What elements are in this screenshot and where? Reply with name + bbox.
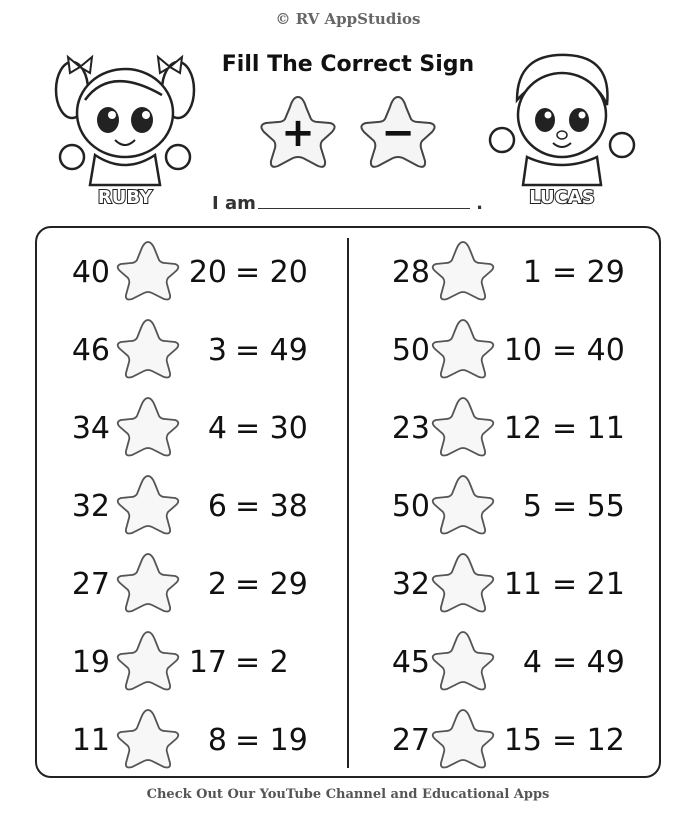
first-operand: 40 <box>71 255 110 290</box>
first-operand: 32 <box>71 489 110 524</box>
equation-row <box>0 628 696 698</box>
equation-result: = 55 <box>552 489 625 524</box>
second-operand: 10 <box>503 333 542 368</box>
plus-icon: + <box>281 110 315 156</box>
second-operand: 8 <box>207 723 227 758</box>
sign-answer-star[interactable] <box>430 316 496 382</box>
second-operand: 2 <box>207 567 227 602</box>
lucas-character-illustration <box>487 45 637 215</box>
equation-result: = 49 <box>235 333 308 368</box>
first-operand: 32 <box>391 567 430 602</box>
sign-answer-star[interactable] <box>430 628 496 694</box>
ruby-character-illustration <box>50 45 200 215</box>
second-operand: 1 <box>522 255 542 290</box>
sign-answer-star[interactable] <box>430 472 496 538</box>
minus-icon: − <box>381 110 415 156</box>
first-operand: 27 <box>391 723 430 758</box>
second-operand: 17 <box>188 645 227 680</box>
equation-result: = 19 <box>235 723 308 758</box>
second-operand: 12 <box>503 411 542 446</box>
name-prompt: I am <box>212 193 256 214</box>
equation-result: = 21 <box>552 567 625 602</box>
first-operand: 50 <box>391 489 430 524</box>
equation-result: = 40 <box>552 333 625 368</box>
first-operand: 34 <box>71 411 110 446</box>
equation-result: = 2 <box>235 645 289 680</box>
equation-row <box>0 394 696 464</box>
equation-result: = 29 <box>552 255 625 290</box>
name-field[interactable] <box>212 193 483 214</box>
second-operand: 15 <box>503 723 542 758</box>
sign-answer-star[interactable] <box>430 706 496 772</box>
equation-row <box>0 472 696 542</box>
equation-row <box>0 238 696 308</box>
equation-result: = 30 <box>235 411 308 446</box>
sign-answer-star[interactable] <box>430 394 496 460</box>
second-operand: 4 <box>522 645 542 680</box>
name-blank-line[interactable] <box>258 194 470 209</box>
equation-row <box>0 706 696 776</box>
page-title: Fill The Correct Sign <box>221 52 475 77</box>
first-operand: 27 <box>71 567 110 602</box>
first-operand: 11 <box>71 723 110 758</box>
footer-text: Check Out Our YouTube Channel and Educational Apps <box>146 787 550 802</box>
first-operand: 23 <box>391 411 430 446</box>
equation-row <box>0 316 696 386</box>
lucas-name-label: LUCAS <box>529 187 595 208</box>
first-operand: 28 <box>391 255 430 290</box>
plus-sign-star <box>258 92 338 172</box>
equation-result: = 12 <box>552 723 625 758</box>
first-operand: 46 <box>71 333 110 368</box>
second-operand: 20 <box>188 255 227 290</box>
equation-result: = 38 <box>235 489 308 524</box>
minus-sign-star <box>358 92 438 172</box>
equation-result: = 20 <box>235 255 308 290</box>
name-suffix: . <box>476 193 483 214</box>
first-operand: 45 <box>391 645 430 680</box>
equation-row <box>0 550 696 620</box>
equation-result: = 49 <box>552 645 625 680</box>
sign-answer-star[interactable] <box>430 238 496 304</box>
second-operand: 5 <box>522 489 542 524</box>
copyright-text: © RV AppStudios <box>275 10 421 28</box>
first-operand: 50 <box>391 333 430 368</box>
equation-result: = 29 <box>235 567 308 602</box>
ruby-name-label: RUBY <box>97 187 153 208</box>
equation-result: = 11 <box>552 411 625 446</box>
second-operand: 6 <box>207 489 227 524</box>
sign-answer-star[interactable] <box>430 550 496 616</box>
second-operand: 11 <box>503 567 542 602</box>
second-operand: 4 <box>207 411 227 446</box>
first-operand: 19 <box>71 645 110 680</box>
second-operand: 3 <box>207 333 227 368</box>
